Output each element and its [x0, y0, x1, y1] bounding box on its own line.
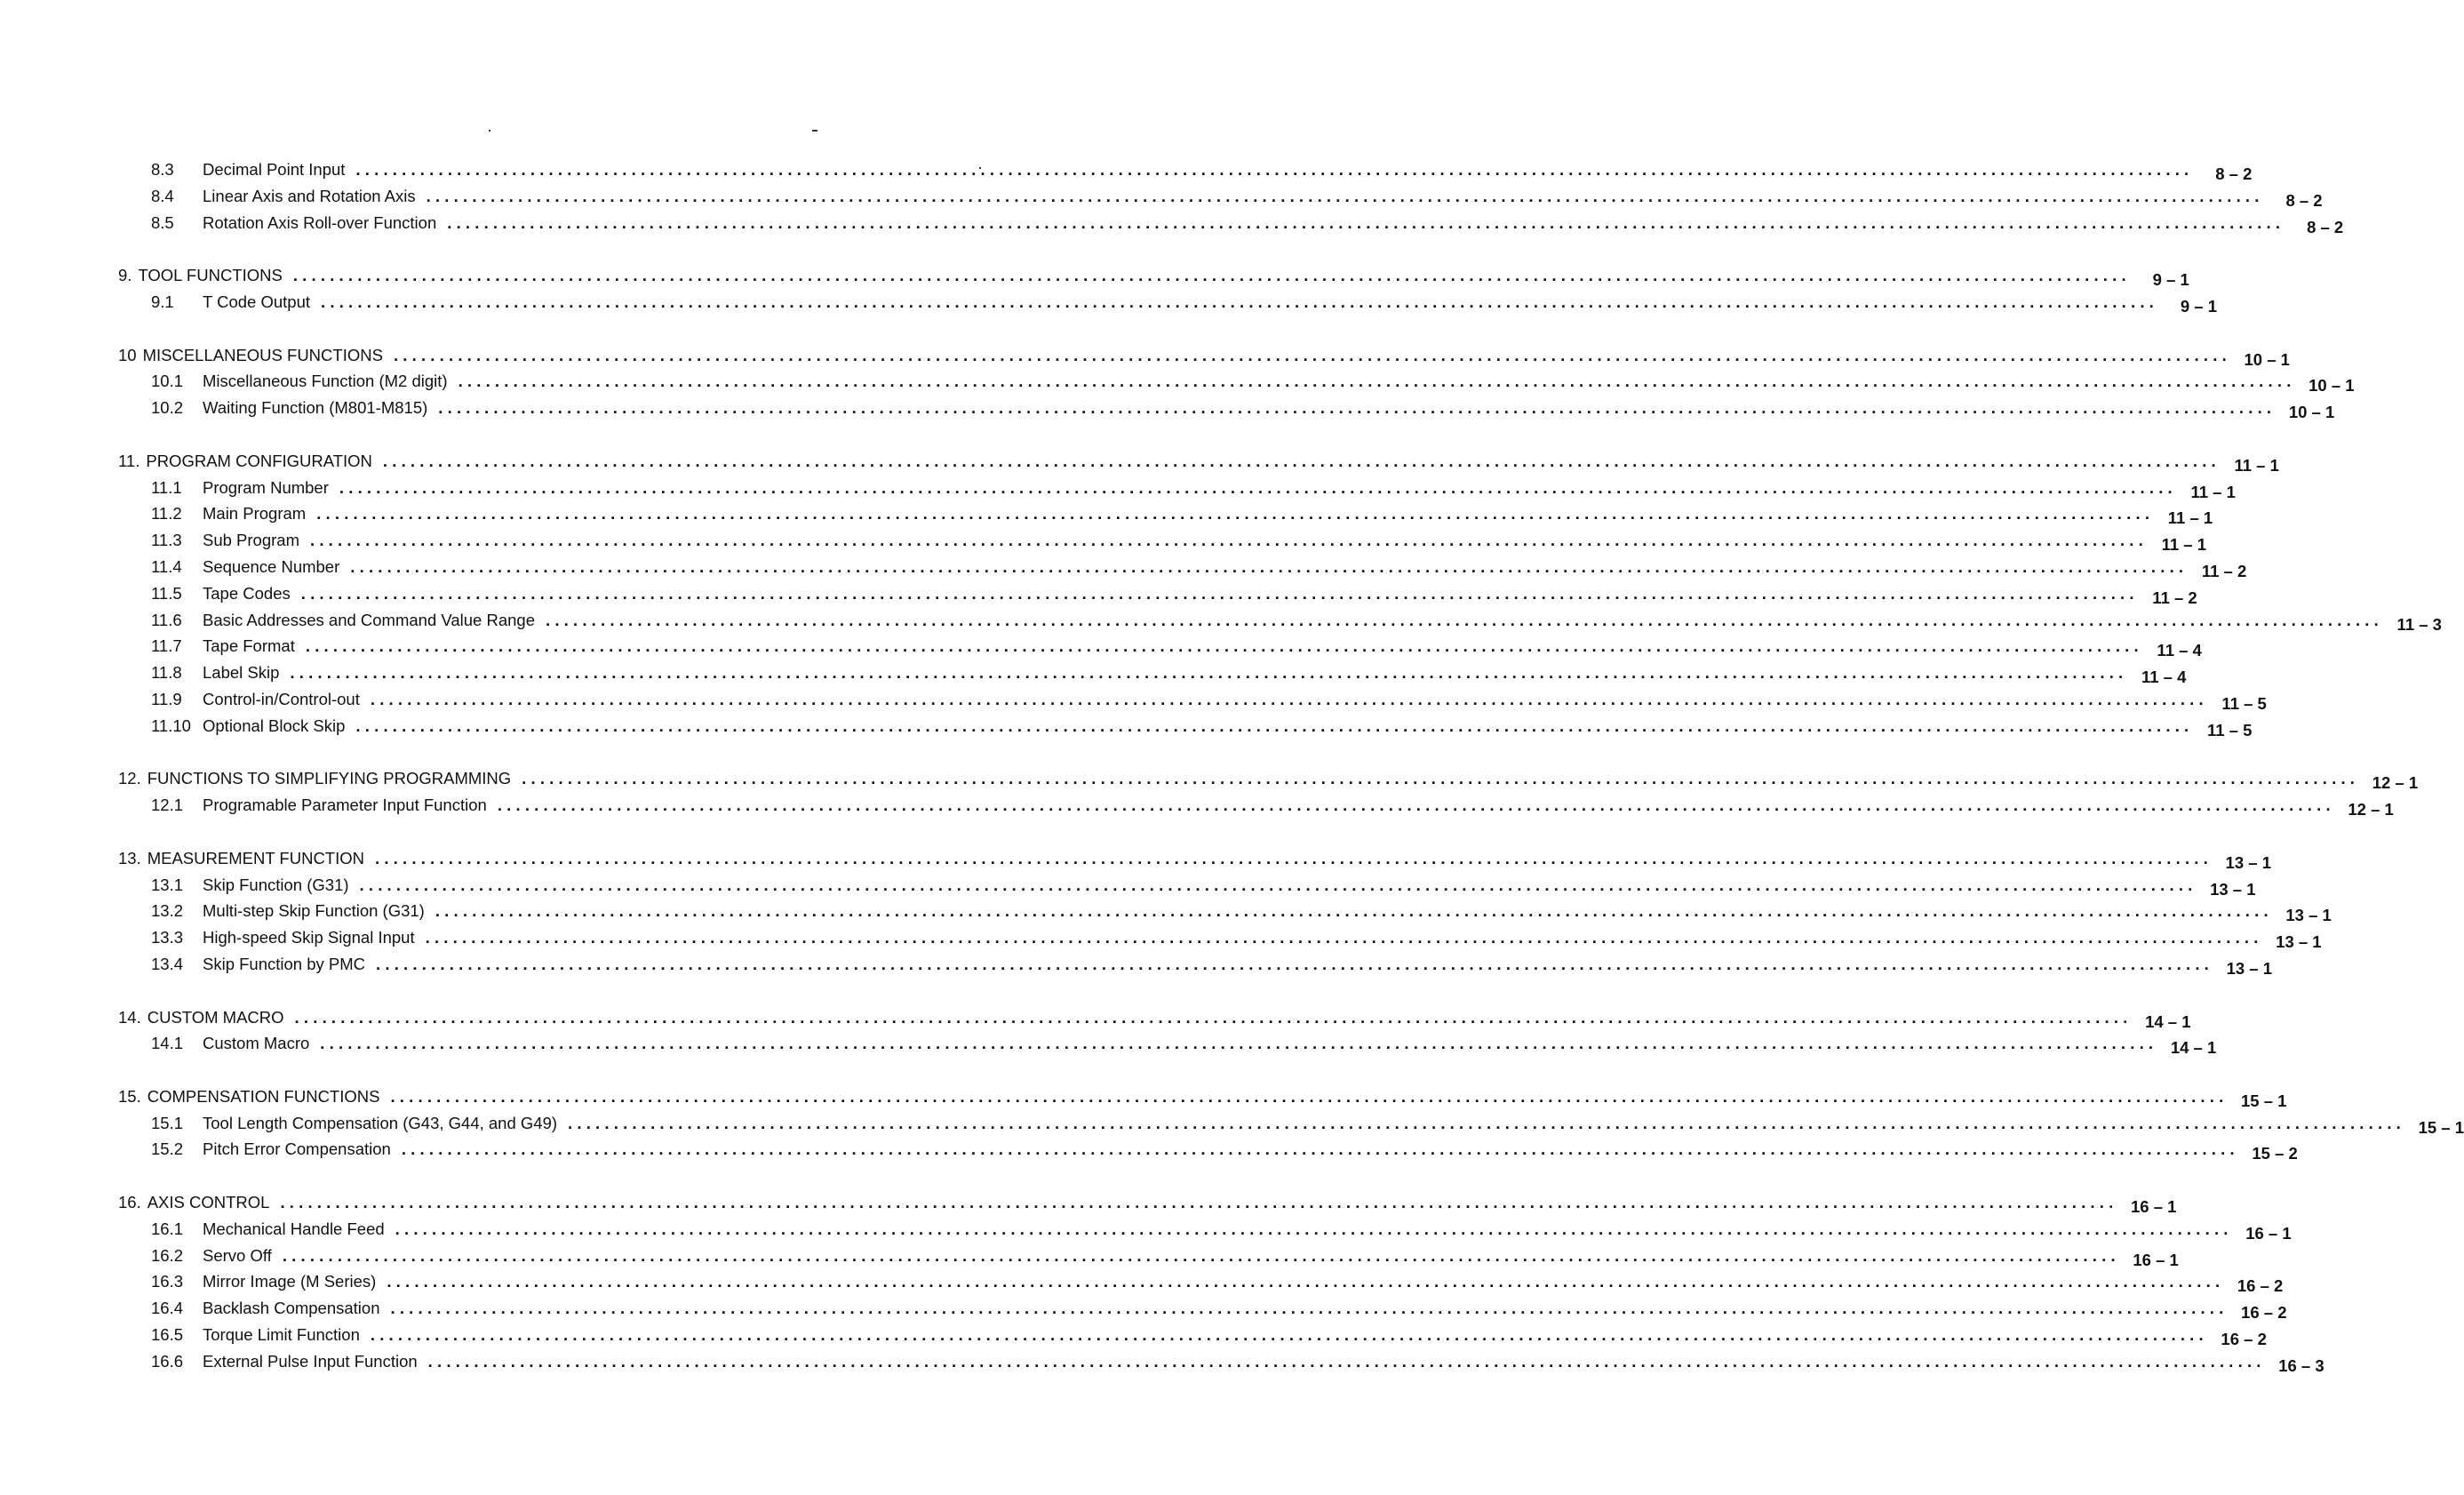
entry-title: Main Program [203, 504, 307, 524]
entry-page: 10 – 1 [2244, 349, 2290, 369]
toc-chapter-entry[interactable] [118, 1004, 2191, 1031]
toc-chapter-entry[interactable] [118, 342, 2290, 369]
dot-leader: ........................................................................................................................................................................................................ [355, 716, 2194, 735]
entry-title: High-speed Skip Signal Input [203, 928, 415, 947]
dot-leader: ........................................................................................................................................................................................................ [376, 954, 2213, 973]
entry-number: 11.2 [151, 504, 182, 524]
entry-title: CUSTOM MACRO [147, 1007, 284, 1027]
entry-number: 13.3 [151, 928, 184, 947]
table-of-contents [118, 156, 2464, 1401]
entry-title: T Code Output [203, 292, 311, 311]
dot-leader: ........................................................................................................................................................................................................ [497, 795, 2335, 815]
entry-page: 11 – 5 [2206, 720, 2253, 740]
entry-number: 16.2 [151, 1245, 184, 1265]
entry-page: 11 – 1 [2190, 482, 2236, 501]
dot-leader: ........................................................................................................................................................................................................ [427, 1351, 2266, 1371]
dot-leader: ........................................................................................................................................................................................................ [292, 266, 2131, 285]
entry-title: Optional Block Skip [203, 716, 346, 735]
entry-title: Tape Format [203, 636, 295, 656]
entry-number: 11.7 [151, 636, 182, 656]
toc-section-entry[interactable] [118, 607, 2442, 634]
entry-page: 9 – 1 [2152, 270, 2189, 290]
entry-title: Programable Parameter Input Function [203, 795, 487, 815]
dot-leader: ........................................................................................................................................................................................................ [522, 769, 2360, 788]
dot-leader: ........................................................................................................................................................................................................ [300, 583, 2139, 603]
toc-section-entry[interactable] [118, 500, 2213, 528]
entry-page: 13 – 1 [2285, 906, 2332, 925]
entry-page: 11 – 5 [2221, 693, 2267, 713]
entry-number: 16.5 [151, 1325, 184, 1345]
toc-group [118, 262, 2217, 316]
dot-leader: ........................................................................................................................................................................................................ [375, 848, 2213, 867]
toc-section-entry[interactable] [118, 289, 2217, 316]
entry-page: 8 – 2 [2285, 190, 2323, 210]
entry-page: 12 – 1 [2348, 800, 2394, 819]
toc-section-entry[interactable] [118, 1243, 2179, 1269]
entry-page: 11 – 4 [2141, 668, 2187, 687]
entry-number: 16. [118, 1193, 141, 1212]
dot-leader: ........................................................................................................................................................................................................ [425, 928, 2263, 947]
entry-page: 16 – 1 [2131, 1197, 2177, 1217]
toc-chapter-entry[interactable] [118, 1189, 2177, 1217]
toc-chapter-entry[interactable] [118, 262, 2189, 290]
entry-page: 10 – 1 [2309, 376, 2355, 396]
toc-section-entry[interactable] [118, 527, 2206, 555]
entry-number: 10.2 [151, 398, 184, 418]
toc-group [118, 1189, 2324, 1375]
entry-page: 16 – 1 [2133, 1250, 2179, 1269]
entry-number: 11. [118, 451, 140, 470]
entry-title: AXIS CONTROL [147, 1193, 270, 1212]
entry-number: 8.5 [151, 212, 174, 232]
toc-group [118, 342, 2355, 422]
entry-title: Rotation Axis Roll-over Function [203, 212, 437, 232]
dot-leader: ........................................................................................................................................................................................................ [390, 1086, 2229, 1106]
dot-leader: ........................................................................................................................................................................................................ [316, 504, 2155, 524]
entry-title: Skip Function (G31) [203, 875, 349, 894]
dot-leader: ........................................................................................................................................................................................................ [545, 610, 2383, 629]
entry-title: Decimal Point Input [203, 160, 346, 179]
toc-group [118, 448, 2442, 740]
toc-section-entry[interactable] [118, 792, 2394, 819]
dot-leader: ........................................................................................................................................................................................................ [294, 1007, 2133, 1027]
entry-page: 13 – 1 [2210, 879, 2256, 899]
entry-number: 11.3 [151, 531, 182, 550]
toc-group [118, 1083, 2464, 1163]
entry-title: Sequence Number [203, 556, 340, 576]
entry-title: COMPENSATION FUNCTIONS [147, 1086, 380, 1106]
entry-number: 9. [118, 266, 132, 285]
entry-page: 9 – 1 [2180, 296, 2217, 316]
entry-title: Mechanical Handle Feed [203, 1219, 385, 1238]
entry-page: 8 – 2 [2307, 217, 2344, 236]
entry-page: 8 – 2 [2215, 164, 2253, 183]
dot-leader: ........................................................................................................................................................................................................ [310, 531, 2148, 550]
entry-number: 16.4 [151, 1299, 184, 1318]
toc-section-entry[interactable] [118, 1295, 2287, 1323]
toc-section-entry[interactable] [118, 1030, 2217, 1058]
entry-page: 11 – 2 [2201, 561, 2247, 580]
toc-section-entry[interactable] [118, 872, 2256, 899]
dot-leader: ........................................................................................................................................................................................................ [435, 901, 2273, 921]
dot-leader: ........................................................................................................................................................................................................ [321, 292, 2158, 311]
entry-page: 16 – 2 [2237, 1276, 2284, 1296]
entry-page: 11 – 1 [2167, 508, 2213, 528]
entry-number: 13. [118, 848, 141, 867]
toc-section-entry[interactable] [118, 1322, 2267, 1349]
entry-number: 14.1 [151, 1034, 184, 1053]
entry-number: 13.4 [151, 954, 184, 973]
toc-section-entry[interactable] [118, 686, 2267, 713]
entry-title: Label Skip [203, 663, 280, 683]
dot-leader: ........................................................................................................................................................................................................ [350, 556, 2189, 576]
toc-section-entry[interactable] [118, 554, 2247, 580]
dot-leader: ........................................................................................................................................................................................................ [282, 1245, 2120, 1265]
toc-group [118, 156, 2344, 236]
entry-title: Servo Off [203, 1245, 272, 1265]
entry-number: 12.1 [151, 795, 184, 815]
entry-title: Multi-step Skip Function (G31) [203, 901, 425, 921]
entry-page: 14 – 1 [2170, 1038, 2217, 1058]
scan-speck [812, 130, 817, 132]
toc-chapter-entry[interactable] [118, 845, 2271, 872]
entry-number: 16.3 [151, 1272, 184, 1291]
entry-number: 8.3 [151, 160, 174, 179]
toc-section-entry[interactable] [118, 924, 2322, 952]
entry-page: 16 – 1 [2245, 1223, 2292, 1243]
entry-number: 16.1 [151, 1219, 184, 1238]
toc-section-entry[interactable] [118, 713, 2253, 740]
toc-section-entry[interactable] [118, 475, 2236, 501]
dot-leader: ........................................................................................................................................................................................................ [280, 1193, 2118, 1212]
toc-section-entry[interactable] [118, 1110, 2464, 1137]
entry-page: 16 – 3 [2278, 1355, 2324, 1375]
entry-title: Mirror Image (M Series) [203, 1272, 377, 1291]
entry-title: External Pulse Input Function [203, 1351, 418, 1371]
dot-leader: ........................................................................................................................................................................................................ [305, 636, 2143, 656]
entry-number: 15. [118, 1086, 141, 1106]
toc-section-entry[interactable] [118, 156, 2253, 183]
toc-section-entry[interactable] [118, 395, 2335, 422]
entry-number: 8.4 [151, 186, 174, 205]
entry-page: 11 – 3 [2396, 614, 2442, 634]
dot-leader: ........................................................................................................................................................................................................ [359, 875, 2197, 894]
entry-title: Backlash Compensation [203, 1299, 380, 1318]
dot-leader: ........................................................................................................................................................................................................ [438, 398, 2277, 418]
toc-section-entry[interactable] [118, 1348, 2324, 1375]
entry-page: 10 – 1 [2288, 403, 2335, 422]
entry-page: 12 – 1 [2372, 773, 2419, 793]
scan-speck [489, 130, 490, 132]
entry-number: 13.1 [151, 875, 184, 894]
toc-chapter-entry[interactable] [118, 1083, 2287, 1110]
dot-leader: ........................................................................................................................................................................................................ [355, 160, 2194, 179]
entry-page: 14 – 1 [2145, 1011, 2191, 1031]
entry-number: 14. [118, 1007, 141, 1027]
entry-title: Basic Addresses and Command Value Range [203, 610, 535, 629]
dot-leader: ........................................................................................................................................................................................................ [426, 186, 2264, 205]
toc-section-entry[interactable] [118, 210, 2344, 236]
toc-section-entry[interactable] [118, 660, 2187, 687]
entry-title: Torque Limit Function [203, 1325, 360, 1345]
entry-title: MISCELLANEOUS FUNCTIONS [142, 345, 383, 364]
entry-number: 15.1 [151, 1113, 184, 1132]
entry-page: 13 – 1 [2226, 958, 2272, 978]
dot-leader: ........................................................................................................................................................................................................ [458, 372, 2296, 391]
dot-leader: ........................................................................................................................................................................................................ [568, 1113, 2406, 1132]
toc-section-entry[interactable] [118, 368, 2355, 396]
dot-leader: ........................................................................................................................................................................................................ [370, 689, 2208, 708]
entry-title: Custom Macro [203, 1034, 310, 1053]
dot-leader: ........................................................................................................................................................................................................ [390, 1299, 2229, 1318]
entry-page: 15 – 2 [2252, 1144, 2298, 1163]
toc-group [118, 845, 2332, 978]
entry-number: 12. [118, 769, 141, 788]
dot-leader: ........................................................................................................................................................................................................ [290, 663, 2128, 683]
entry-number: 10.1 [151, 372, 184, 391]
toc-chapter-entry[interactable] [118, 448, 2279, 475]
toc-section-entry[interactable] [118, 633, 2202, 660]
entry-title: Waiting Function (M801-M815) [203, 398, 428, 418]
dot-leader: ........................................................................................................................................................................................................ [320, 1034, 2158, 1053]
toc-section-entry[interactable] [118, 898, 2332, 925]
entry-number: 11.5 [151, 583, 182, 603]
toc-section-entry[interactable] [118, 580, 2197, 607]
entry-number: 10 [118, 345, 137, 364]
entry-page: 11 – 1 [2234, 455, 2279, 475]
dot-leader: ........................................................................................................................................................................................................ [387, 1272, 2225, 1291]
toc-chapter-entry[interactable] [118, 765, 2419, 793]
entry-number: 15.2 [151, 1139, 184, 1159]
entry-page: 13 – 1 [2276, 932, 2322, 952]
toc-section-entry[interactable] [118, 183, 2323, 210]
entry-title: PROGRAM CONFIGURATION [146, 451, 372, 470]
toc-section-entry[interactable] [118, 1136, 2298, 1163]
entry-title: Program Number [203, 477, 329, 497]
entry-page: 16 – 2 [2241, 1303, 2287, 1323]
entry-page: 13 – 1 [2225, 852, 2271, 872]
entry-page: 11 – 1 [2161, 535, 2206, 555]
entry-page: 16 – 2 [2221, 1330, 2267, 1349]
toc-group [118, 765, 2419, 819]
entry-title: FUNCTIONS TO SIMPLIFYING PROGRAMMING [147, 769, 512, 788]
entry-number: 11.10 [151, 716, 191, 735]
entry-title: Linear Axis and Rotation Axis [203, 186, 416, 205]
toc-section-entry[interactable] [118, 1216, 2292, 1243]
dot-leader: ........................................................................................................................................................................................................ [447, 212, 2285, 232]
entry-number: 16.6 [151, 1351, 184, 1371]
entry-title: Sub Program [203, 531, 299, 550]
entry-title: Control-in/Control-out [203, 689, 360, 708]
entry-title: Miscellaneous Function (M2 digit) [203, 372, 448, 391]
entry-title: Tape Codes [203, 583, 291, 603]
entry-title: Skip Function by PMC [203, 954, 366, 973]
entry-title: Tool Length Compensation (G43, G44, and G49) [203, 1113, 558, 1132]
toc-section-entry[interactable] [118, 1268, 2284, 1296]
dot-leader: ........................................................................................................................................................................................................ [393, 345, 2231, 364]
dot-leader: ........................................................................................................................................................................................................ [401, 1139, 2239, 1159]
dot-leader: ........................................................................................................................................................................................................ [370, 1325, 2208, 1345]
toc-section-entry[interactable] [118, 951, 2272, 978]
dot-leader: ........................................................................................................................................................................................................ [382, 451, 2221, 470]
entry-page: 15 – 1 [2418, 1117, 2464, 1137]
dot-leader: ........................................................................................................................................................................................................ [339, 477, 2177, 497]
toc-group [118, 1004, 2217, 1058]
entry-number: 11.6 [151, 610, 182, 629]
entry-title: MEASUREMENT FUNCTION [147, 848, 364, 867]
entry-page: 11 – 2 [2152, 588, 2197, 607]
entry-title: Pitch Error Compensation [203, 1139, 391, 1159]
entry-number: 11.1 [151, 477, 182, 497]
entry-number: 11.8 [151, 663, 182, 683]
entry-page: 15 – 1 [2241, 1091, 2287, 1110]
dot-leader: ........................................................................................................................................................................................................ [395, 1219, 2233, 1238]
entry-number: 13.2 [151, 901, 184, 921]
entry-number: 11.9 [151, 689, 182, 708]
entry-number: 11.4 [151, 556, 182, 576]
entry-number: 9.1 [151, 292, 174, 311]
entry-title: TOOL FUNCTIONS [138, 266, 283, 285]
entry-page: 11 – 4 [2157, 641, 2202, 660]
